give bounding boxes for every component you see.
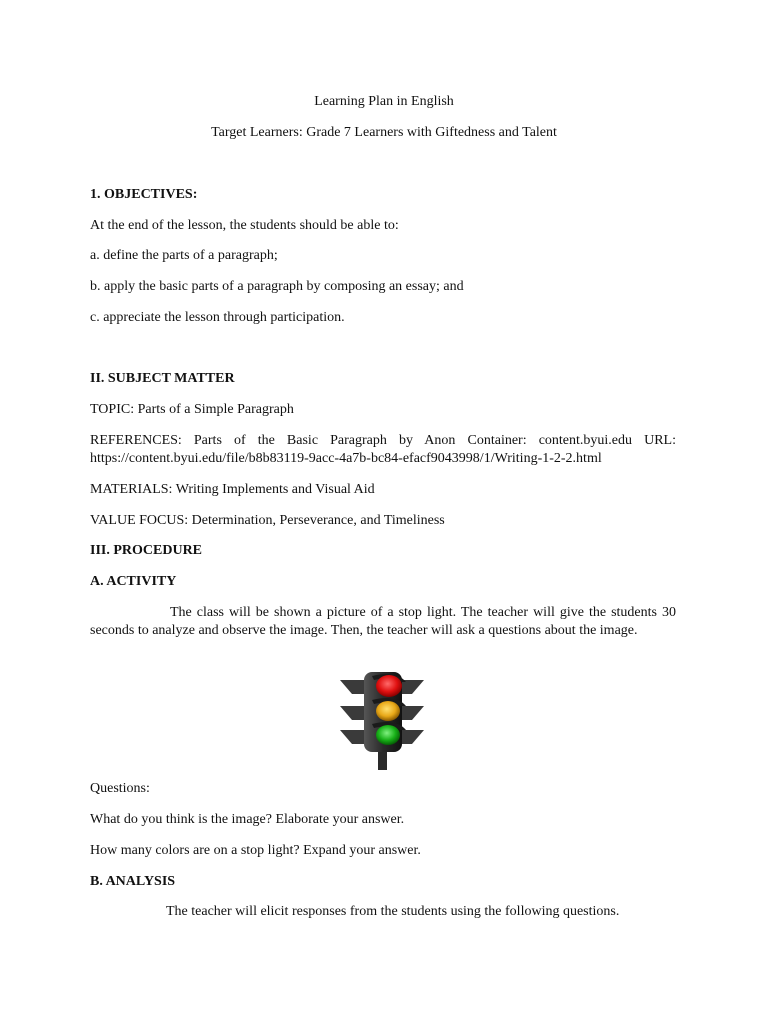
references-url: https://content.byui.edu/file/b8b83119-9acc-4a7b-bc84-efacf9043998/1/Writing-1-2-2.html	[90, 451, 602, 466]
traffic-light-icon	[330, 668, 434, 770]
activity-heading: A. ACTIVITY	[90, 574, 177, 589]
objective-item-b: b. apply the basic parts of a paragraph by composing an essay; and	[90, 279, 464, 294]
questions-label: Questions:	[90, 781, 150, 796]
analysis-paragraph: The teacher will elicit responses from the students using the following questions.	[166, 904, 620, 919]
activity-paragraph: The class will be shown a picture of a stop light. The teacher will give the students 30 seconds to analyze and observe the image. Then, the teacher will ask a questions about the image.	[90, 605, 676, 638]
document-title: Learning Plan in English	[314, 94, 454, 109]
target-learners: Target Learners: Grade 7 Learners with Giftedness and Talent	[211, 125, 557, 140]
objective-item-a: a. define the parts of a paragraph;	[90, 248, 278, 263]
subject-matter-heading: II. SUBJECT MATTER	[90, 371, 235, 386]
analysis-heading: B. ANALYSIS	[90, 874, 176, 889]
references-line: REFERENCES: Parts of the Basic Paragraph by Anon Container: content.byui.edu URL:	[90, 433, 676, 448]
objectives-intro: At the end of the lesson, the students should be able to:	[90, 218, 399, 233]
question-item-1: What do you think is the image? Elaborate your answer.	[90, 812, 405, 827]
objectives-heading: 1. OBJECTIVES:	[90, 187, 198, 202]
materials-line: MATERIALS: Writing Implements and Visual Aid	[90, 482, 375, 497]
question-item-2: How many colors are on a stop light? Expand your answer.	[90, 843, 421, 858]
value-focus-line: VALUE FOCUS: Determination, Perseverance, and Timeliness	[90, 513, 445, 528]
objective-item-c: c. appreciate the lesson through participation.	[90, 310, 345, 325]
topic-line: TOPIC: Parts of a Simple Paragraph	[90, 402, 294, 417]
procedure-heading: III. PROCEDURE	[90, 543, 203, 558]
